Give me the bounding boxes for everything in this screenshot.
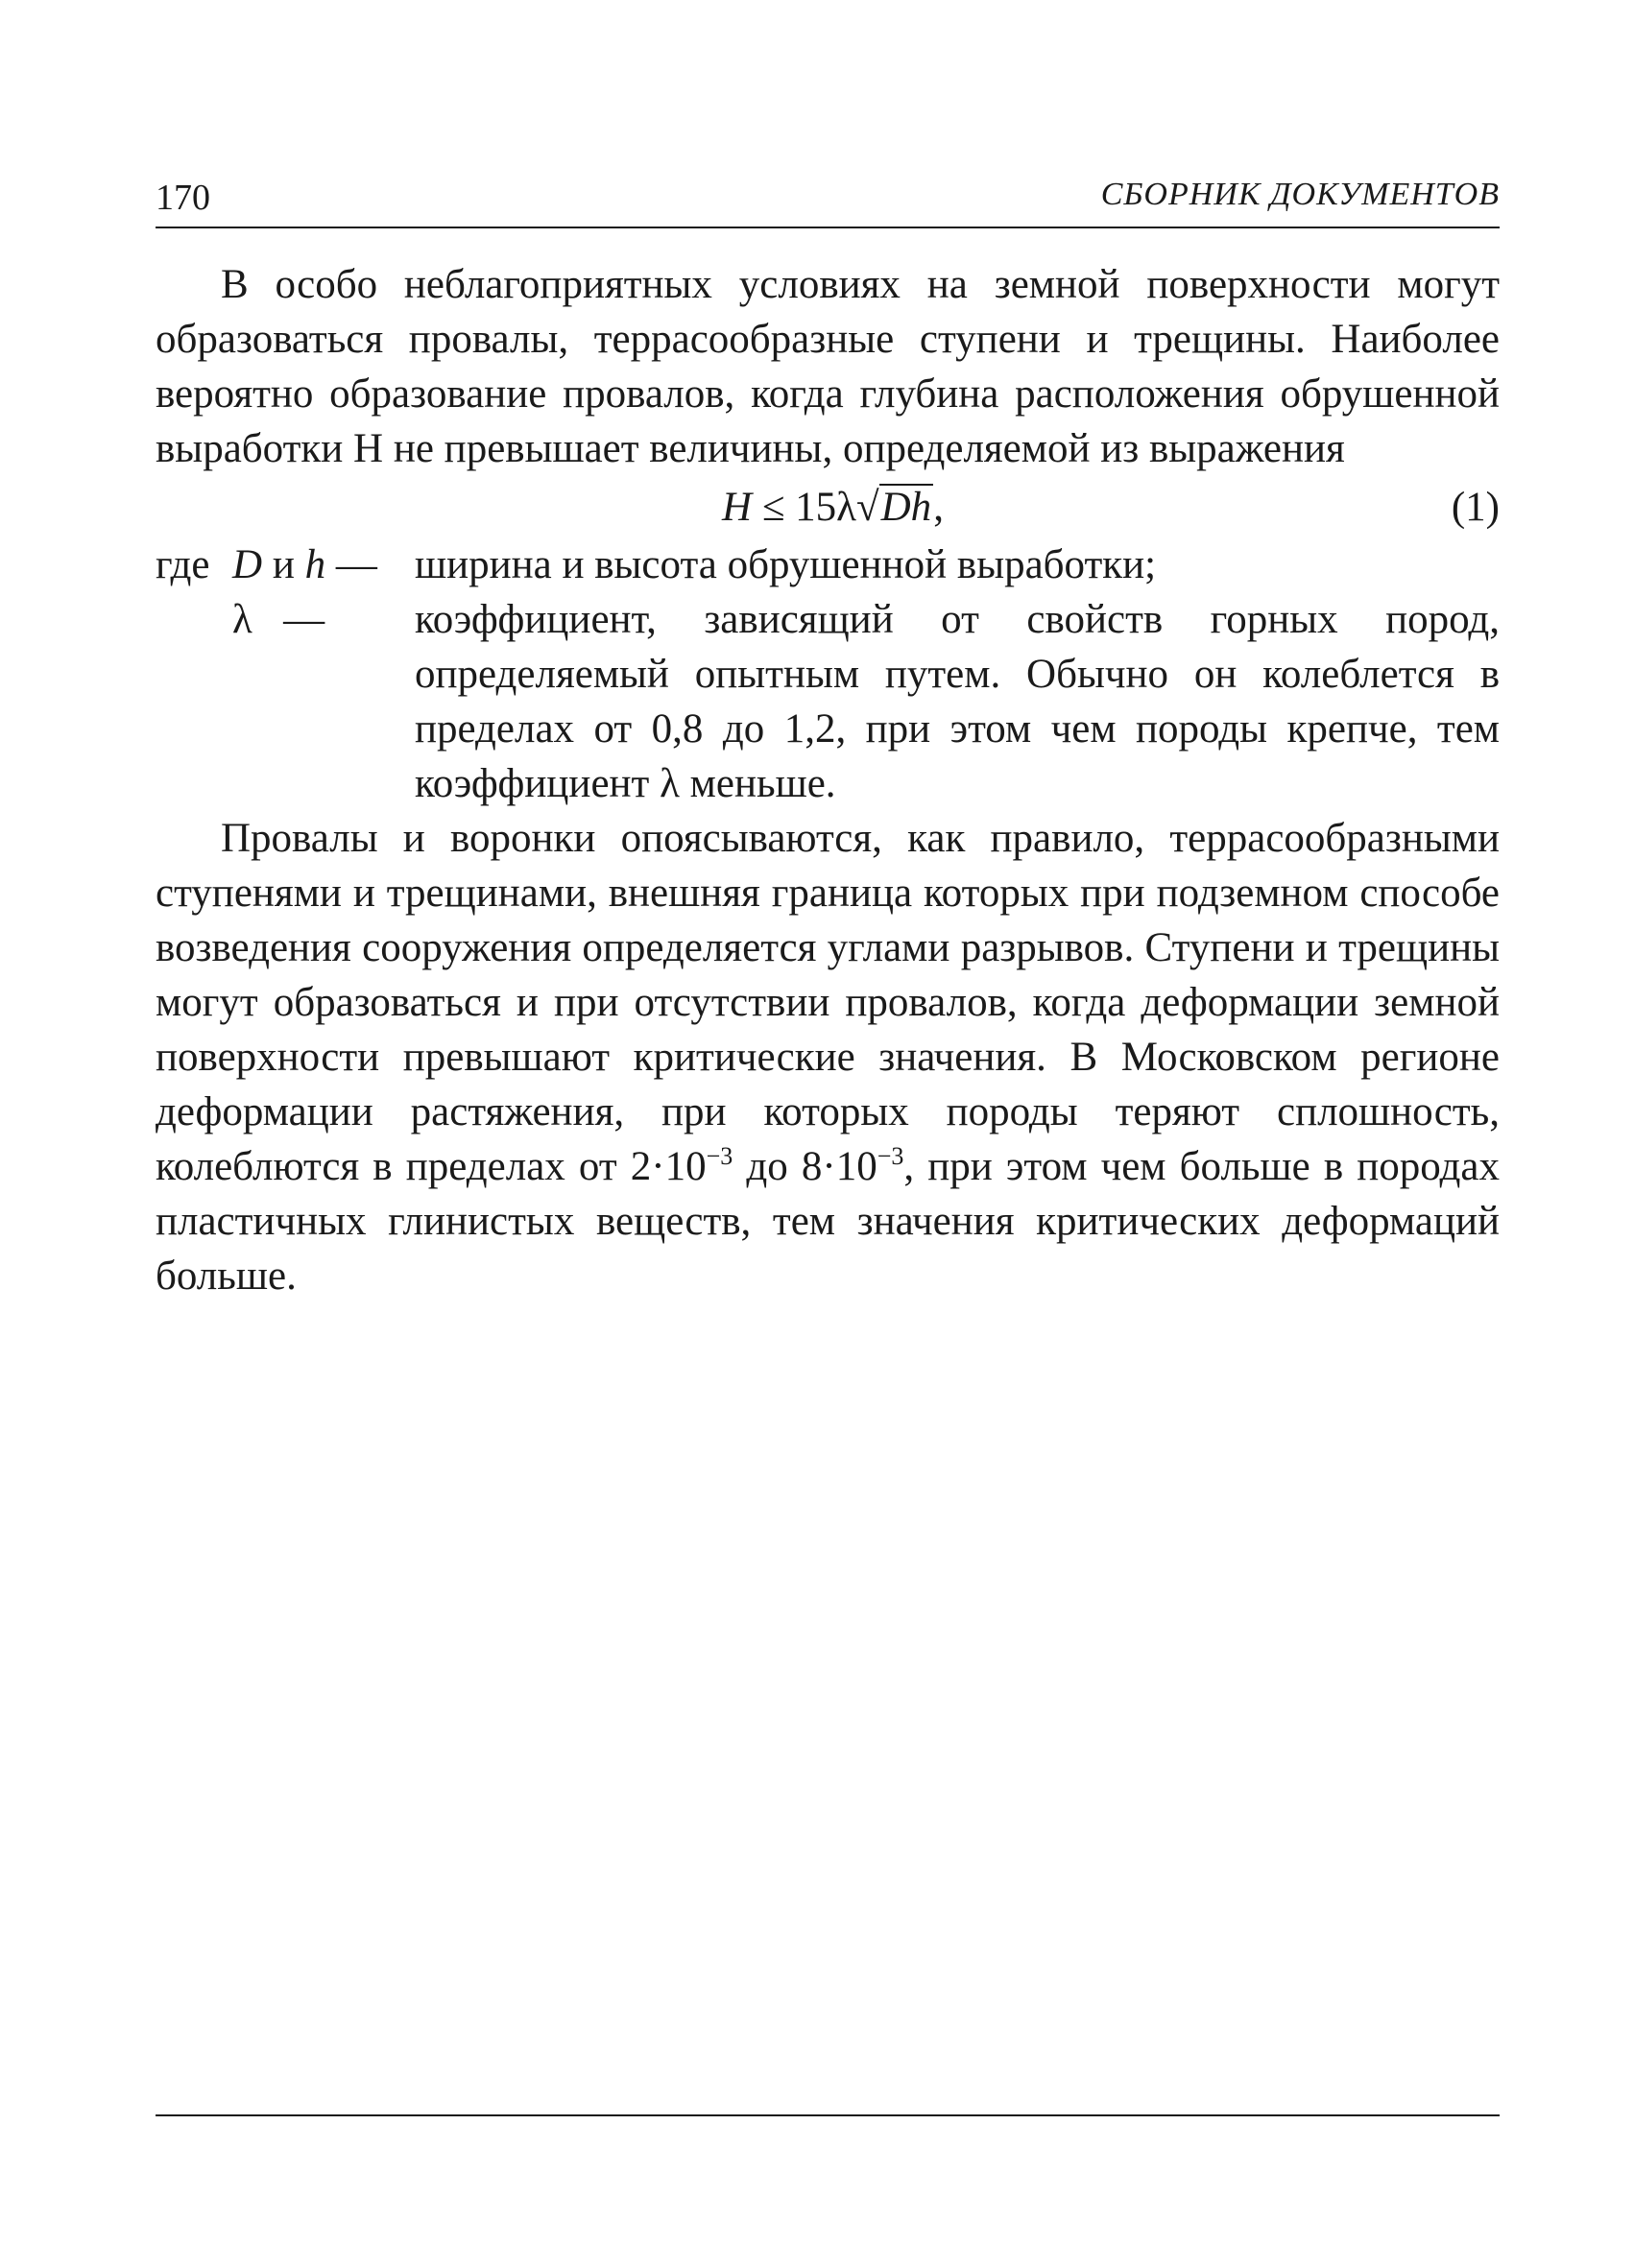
formula-lhs: H xyxy=(722,485,753,530)
paragraph-2-part-1: Провалы и воронки опоясываются, как правило, террасообразными ступенями и трещинами, внешняя граница которых при подземном способе возведения сооружения определяется углами разрывов. Ступени и трещины могут образоваться и при отсутствии провалов, когда деформации земной поверхности превышают критические значения. В Московском регионе деформации растяжения, при которых породы теряют сплошность, колеблются в пределах от 2·10 xyxy=(156,816,1500,1189)
paragraph-2-part-2: до 8·10 xyxy=(733,1144,877,1189)
formula-radicand: Dh xyxy=(880,485,932,530)
symbol-conj: и xyxy=(262,542,305,587)
formula-number: (1) xyxy=(1451,485,1500,530)
page-header xyxy=(156,175,1500,228)
formula: H ≤ 15λ√Dh, xyxy=(722,485,944,530)
symbol-lambda: λ xyxy=(232,597,252,642)
footer-rule xyxy=(156,2114,1500,2116)
running-title: СБОРНИК ДОКУМЕНТОВ xyxy=(1100,177,1500,212)
exponent-1: −3 xyxy=(706,1142,733,1170)
definitions-lead: где xyxy=(156,542,210,587)
definition-text-d-h: ширина и высота обрушенной выработки; xyxy=(415,542,1157,587)
page-number: 170 xyxy=(156,178,210,218)
paragraph-2 xyxy=(156,811,1500,1303)
formula-relation: ≤ 15λ xyxy=(752,485,857,530)
paragraph-2-part-3: , при этом чем больше в породах пластичных глинистых веществ, тем значения критических деформаций больше. xyxy=(156,1144,1501,1299)
symbol-h: h xyxy=(304,542,326,587)
definition-dash: — xyxy=(283,597,325,642)
paragraph-1: В особо неблагоприятных условиях на земной поверхности могут образоваться провалы, террасообразные ступени и трещины. Наиболее вероятно образование провалов, когда глубина расположения обрушенной выработки Н не превышает величины, определяемой из выражения xyxy=(156,262,1500,471)
definition-row-d-h xyxy=(156,537,1500,592)
document-page xyxy=(156,0,1500,2268)
definitions xyxy=(156,537,1500,811)
symbol-d: D xyxy=(232,542,263,587)
definition-symbol-d-h xyxy=(232,537,415,592)
exponent-2: −3 xyxy=(877,1142,904,1170)
body-text xyxy=(156,257,1500,1303)
formula-trail: , xyxy=(933,485,944,530)
formula-row xyxy=(156,478,1500,537)
definition-text-lambda: коэффициент, зависящий от свойств горных пород, определяемый опытным путем. Обычно он колеблется в пределах от 0,8 до 1,2, при этом чем породы крепче, тем коэффициент λ меньше. xyxy=(415,597,1500,806)
definition-symbol-lambda xyxy=(232,592,415,811)
definition-dash: — xyxy=(335,542,377,587)
definition-row-lambda xyxy=(156,592,1500,811)
